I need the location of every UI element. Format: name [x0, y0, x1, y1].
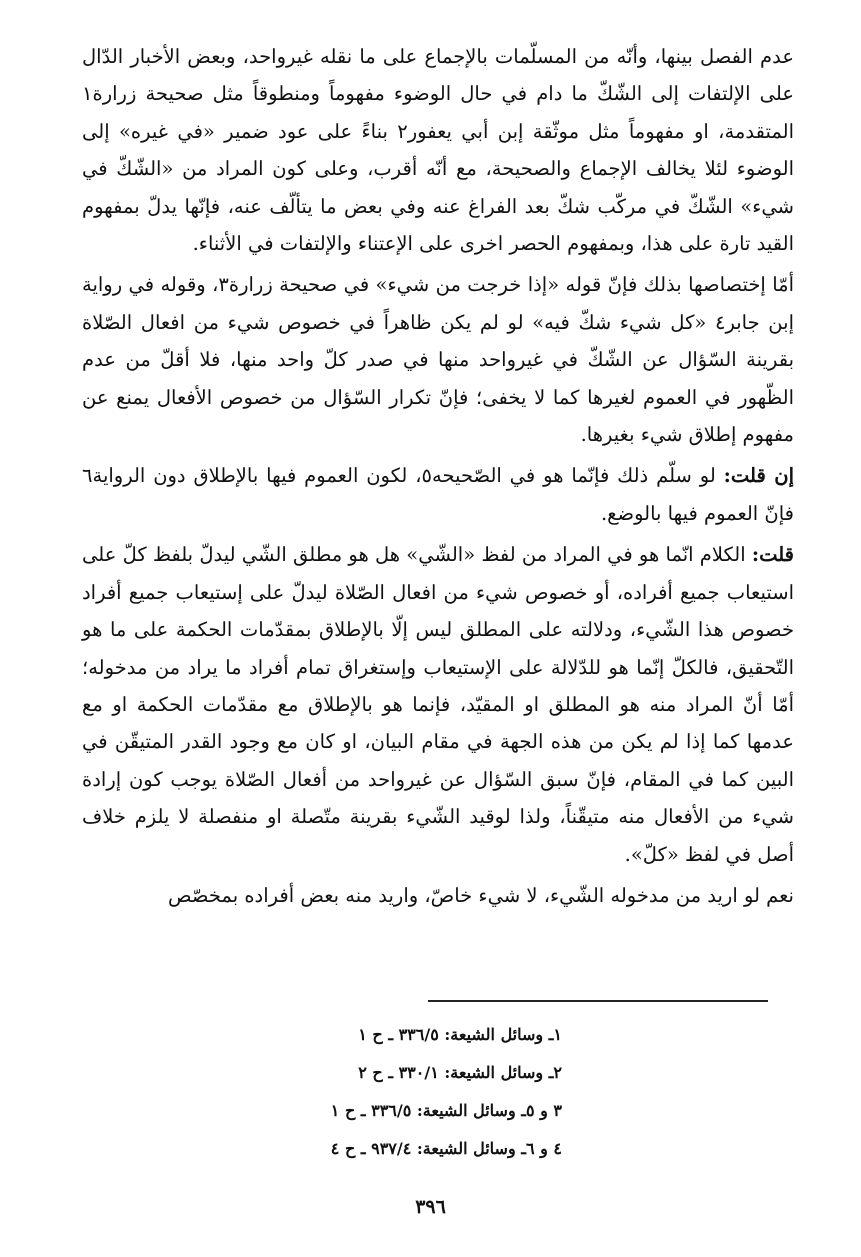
paragraph-3-text: لو سلّم ذلك فإنّما هو في الصّحيحه٥، لكون العموم فيها بالإطلاق دون الرواية٦ فإنّ العموم فيها بالوضع.: [82, 464, 794, 525]
footnote-3: ٣ و ٥ـ وسائل الشيعة: ٣٣٦/٥ ـ ح ١: [330, 1101, 562, 1120]
paragraph-5-text: نعم لو اريد من مدخوله الشّيء، لا شيء خاصّ، واريد منه بعض أفراده بمخصّص: [168, 883, 794, 907]
paragraph-1-text: عدم الفصل بينها، وأنّه من المسلّمات بالإجماع على ما نقله غيرواحد، وبعض الأخبار الدّال على الإلتفات إلى الشّكّ ما دام في حال الوضوء مفهوماً ومنطوقاً مثل صحيحة زرارة١ المتقدمة، او مفهوماً مثل موثّقة إبن أبي يعفور٢ بناءً على عود ضمير «في غيره» إلى الوضوء لئلا يخالف الإجماع والصحيحة، مع أنّه أقرب، وعلى كون المراد من «الشّكّ في شيء» الشّكّ في مركّب شكّ بعد الفراغ عنه وفي بعض ما يتألّف عنه، فإنّها يدلّ بمفهوم القيد تارة على هذا، وبمفهوم الحصر اخرى على الإعتناء والإلتفات في الأثناء.: [82, 45, 794, 256]
paragraph-2-text: أمّا إختصاصها بذلك فإنّ قوله «إذا خرجت من شيء» في صحيحة زرارة٣، وقوله في رواية إبن جابر٤ «كل شيء شكّ فيه» لو لم يكن ظاهراً في خصوص شيء من افعال الصّلاة بقرينة السّؤال عن الشّكّ في غيرواحد منها في صدر كلّ واحد منها، فلا أقلّ من عدم الظّهور في العموم لغيرها كما لا يخفى؛ فإنّ تكرار السّؤال من خصوص الأفعال يمنع عن مفهوم إطلاق شيء بغيرها.: [82, 273, 794, 447]
paragraph-4-term: قلت:: [751, 543, 794, 567]
paragraph-4-text: الكلام انّما هو في المراد من لفظ «الشّي» هل هو مطلق الشّي ليدلّ بلفظ كلّ على استيعاب جميع أفراده، أو خصوص شيء من افعال الصّلاة ليدلّ على إستيعاب جميع أفراد خصوص هذا الشّيء، ودلالته على المطلق ليس إلّا بالإطلاق بمقدّمات الحكمة على ما هو التّحقيق، فالكلّ إنّما هو للدّلالة على الإستيعاب وإستغراق تمام أفراد ما يراد من مدخوله؛ أمّا أنّ المراد منه هو المطلق او المقيّد، فإنما هو بالإطلاق مع مقدّمات الحكمة او مع عدمها كما إذا لم يكن من هذه الجهة في مقام البيان، او كان مع وجود القدر المتيقّن في البين كما في المقام، فإنّ سبق السّؤال عن غيرواحد من أفعال الصّلاة يوجب كون إرادة شيء من الأفعال منه متيقّناً، ولذا لوقيد الشّيء بقرينة متّصلة او منفصلة لا يلزم خلاف أصل في لفظ «كلّ».: [82, 543, 794, 866]
page-body: [82, 38, 794, 914]
paragraph-5: [82, 877, 794, 914]
paragraph-1: [82, 38, 794, 262]
paragraph-3: [82, 457, 794, 532]
page-number: ٣٩٦: [415, 1196, 446, 1218]
paragraph-3-term: إن قلت:: [723, 464, 794, 488]
footnote-1: ١ـ وسائل الشيعة: ٣٣٦/٥ ـ ح ١: [358, 1025, 562, 1044]
footnote-divider: [428, 1000, 768, 1002]
paragraph-4: [82, 536, 794, 873]
footnote-4: ٤ و ٦ـ وسائل الشيعة: ٩٣٧/٤ ـ ح ٤: [330, 1139, 562, 1158]
footnotes: [82, 1016, 562, 1168]
paragraph-2: [82, 266, 794, 453]
footnote-2: ٢ـ وسائل الشيعة: ٣٣٠/١ ـ ح ٢: [358, 1063, 562, 1082]
